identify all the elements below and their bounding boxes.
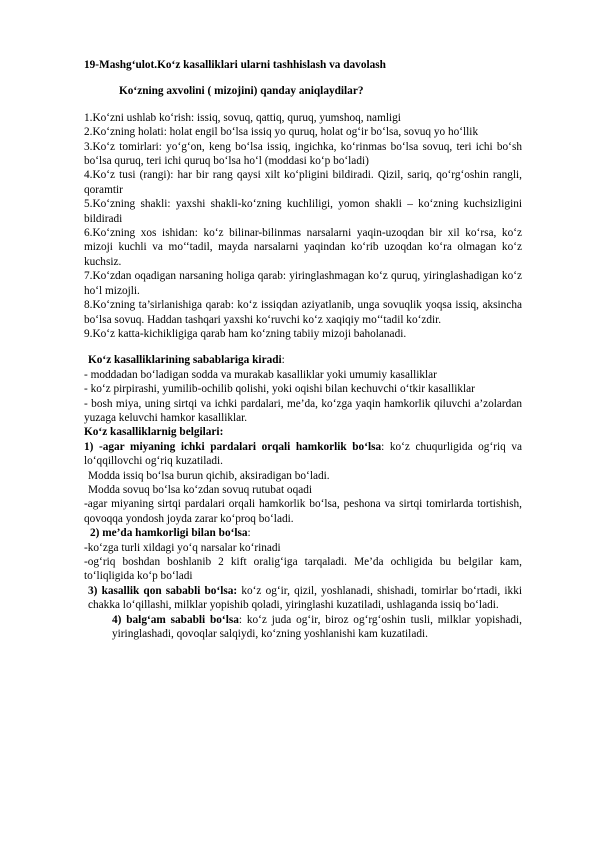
criteria-item: 7.Ko‘zdan oqadigan narsaning holiga qarab: yiringlashmagan ko‘z quruq, yiringlashadigan ko‘z ho‘l mizojli. bbox=[84, 270, 522, 297]
causes-heading: Ko‘z kasalliklarining sabablariga kiradi bbox=[88, 354, 282, 367]
causes-colon: : bbox=[281, 354, 285, 367]
criteria-item: 6.Ko‘zning xos ishidan: ko‘z bilinar-bilinmas narsalarni yaqin-uzoqdan bir xil ko‘rsa, ko‘z mizoji kuchli va mo‘‘tadil, mayda narsalarni yaqindan ko‘rib uzoqdan ko‘ra olmagan ko‘z kuchsiz. bbox=[84, 227, 522, 268]
signs-heading: Ko‘z kasalliklarnig belgilari: bbox=[84, 426, 224, 439]
criteria-item: 3.Ko‘z tomirlari: yo‘g‘on, keng bo‘lsa issiq, ingichka, ko‘rinmas bo‘lsa sovuq, teri ichi bo‘sh bo‘lsa quruq, teri ichi quruq bo‘lsa ho‘l (moddasi ko‘p bo‘ladi) bbox=[84, 140, 522, 168]
cause-item: - bosh miya, uning sirtqi va ichki pardalari, me’da, ko‘zga yaqin hamkorlik qiluvchi a’zolardan yuzaga keluvchi hamkor kasalliklar. bbox=[84, 397, 522, 424]
sign-3 bbox=[84, 584, 522, 613]
sign-1 bbox=[84, 440, 522, 469]
criteria-item: 1.Ko‘zni ushlab ko‘rish: issiq, sovuq, qattiq, quruq, yumshoq, namligi bbox=[84, 111, 401, 124]
sign-2-line bbox=[84, 526, 522, 540]
criteria-item: 4.Ko‘z tusi (rangi): har bir rang qaysi xilt ko‘pligini bildiradi. Qizil, sariq, qo‘rg‘oshin rangli, qoramtir bbox=[84, 169, 522, 196]
sign-1-label: 1) -agar miyaning ichki pardalari orqali hamkorlik bo‘lsa bbox=[84, 440, 382, 453]
sign-4-label: 4) balg‘am sababli bo‘lsa bbox=[112, 613, 239, 626]
cause-item: - ko‘z pirpirashi, yumilib-ochilib qolishi, yoki oqishi bilan kechuvchi o‘tkir kasalliklar bbox=[84, 383, 475, 396]
sign-2-detail: -og‘riq boshdan boshlanib 2 kift oralig‘iga tarqaladi. Me’da ochligida bu belgilar kam, to‘liqligida ko‘p bo‘ladi bbox=[84, 556, 522, 583]
sign-2-colon: : bbox=[247, 527, 251, 540]
sign-2-detail: -ko‘zga turli xildagi yo‘q narsalar ko‘rinadi bbox=[84, 541, 281, 554]
document-page bbox=[84, 58, 522, 641]
sign-4 bbox=[84, 613, 522, 642]
sign-1-detail: Modda sovuq bo‘lsa ko‘zdan sovuq rutubat oqadi bbox=[88, 483, 313, 496]
sign-2-label: 2) me’da hamkorligi bilan bo‘lsa bbox=[90, 527, 248, 540]
criteria-item: 2.Ko‘zning holati: holat engil bo‘lsa issiq yo quruq, holat og‘ir bo‘lsa, sovuq yo ho‘llik bbox=[84, 126, 479, 139]
criteria-item: 9.Ko‘z katta-kichikligiga qarab ham ko‘zning tabiiy mizoji baholanadi. bbox=[84, 327, 407, 340]
sign-1-detail: -agar miyaning sirtqi pardalari orqali hamkorlik bo‘lsa, peshona va sirtqi tomirlarda tortishish, qovoqqa yondosh joyda zarar ko‘proq bo‘ladi. bbox=[84, 498, 522, 525]
sign-3-text: ko‘z og‘ir, qizil, yoshlanadi, shishadi, tomirlar bo‘rtadi, ikki chakka lo‘qillashi, milklar yopishib qoladi, yiringlashi kuzatiladi, ushlaganda issiq bo‘ladi. bbox=[88, 584, 522, 612]
causes-heading-line bbox=[84, 353, 522, 367]
sign-3-label: 3) kasallik qon sababli bo‘lsa: bbox=[88, 584, 238, 597]
criteria-item: 5.Ko‘zning shakli: yaxshi shakli-ko‘zning kuchliligi, yomon shakli – ko‘zning kuchsizligini bildiradi bbox=[84, 198, 522, 225]
criteria-item: 8.Ko‘zning ta’sirlanishiga qarab: ko‘z issiqdan aziyatlanib, unga sovuqlik yoqsa issiq, aksincha bo‘lsa sovuq. Haddan tashqari yaxshi ko‘ruvchi ko‘z xaqiqiy mo‘‘tadil ko‘zdir. bbox=[84, 299, 522, 326]
criteria-list bbox=[84, 111, 522, 342]
cause-item: - moddadan bo‘ladigan sodda va murakab kasalliklar yoki umumiy kasalliklar bbox=[84, 368, 437, 381]
sign-4-text: : ko‘z juda og‘ir, biroz og‘rg‘oshin tusli, milklar yopishadi, yiringlashadi, qovoqlar salqiydi, ko‘zning yoshlanishi kam kuzatiladi. bbox=[112, 613, 522, 641]
document-title: 19-Mashg‘ulot.Ko‘z kasalliklari ularni tashhislash va davolash bbox=[84, 59, 386, 71]
sign-1-detail: Modda issiq bo‘lsa burun qichib, aksiradigan bo‘ladi. bbox=[88, 469, 330, 482]
section-subtitle: Ko‘zning axvolini ( mizojini) qanday aniqlaydilar? bbox=[119, 85, 364, 98]
sign-1-text: : ko‘z chuqurligida og‘riq va lo‘qqillovchi og‘riq kuzatiladi. bbox=[84, 440, 522, 468]
